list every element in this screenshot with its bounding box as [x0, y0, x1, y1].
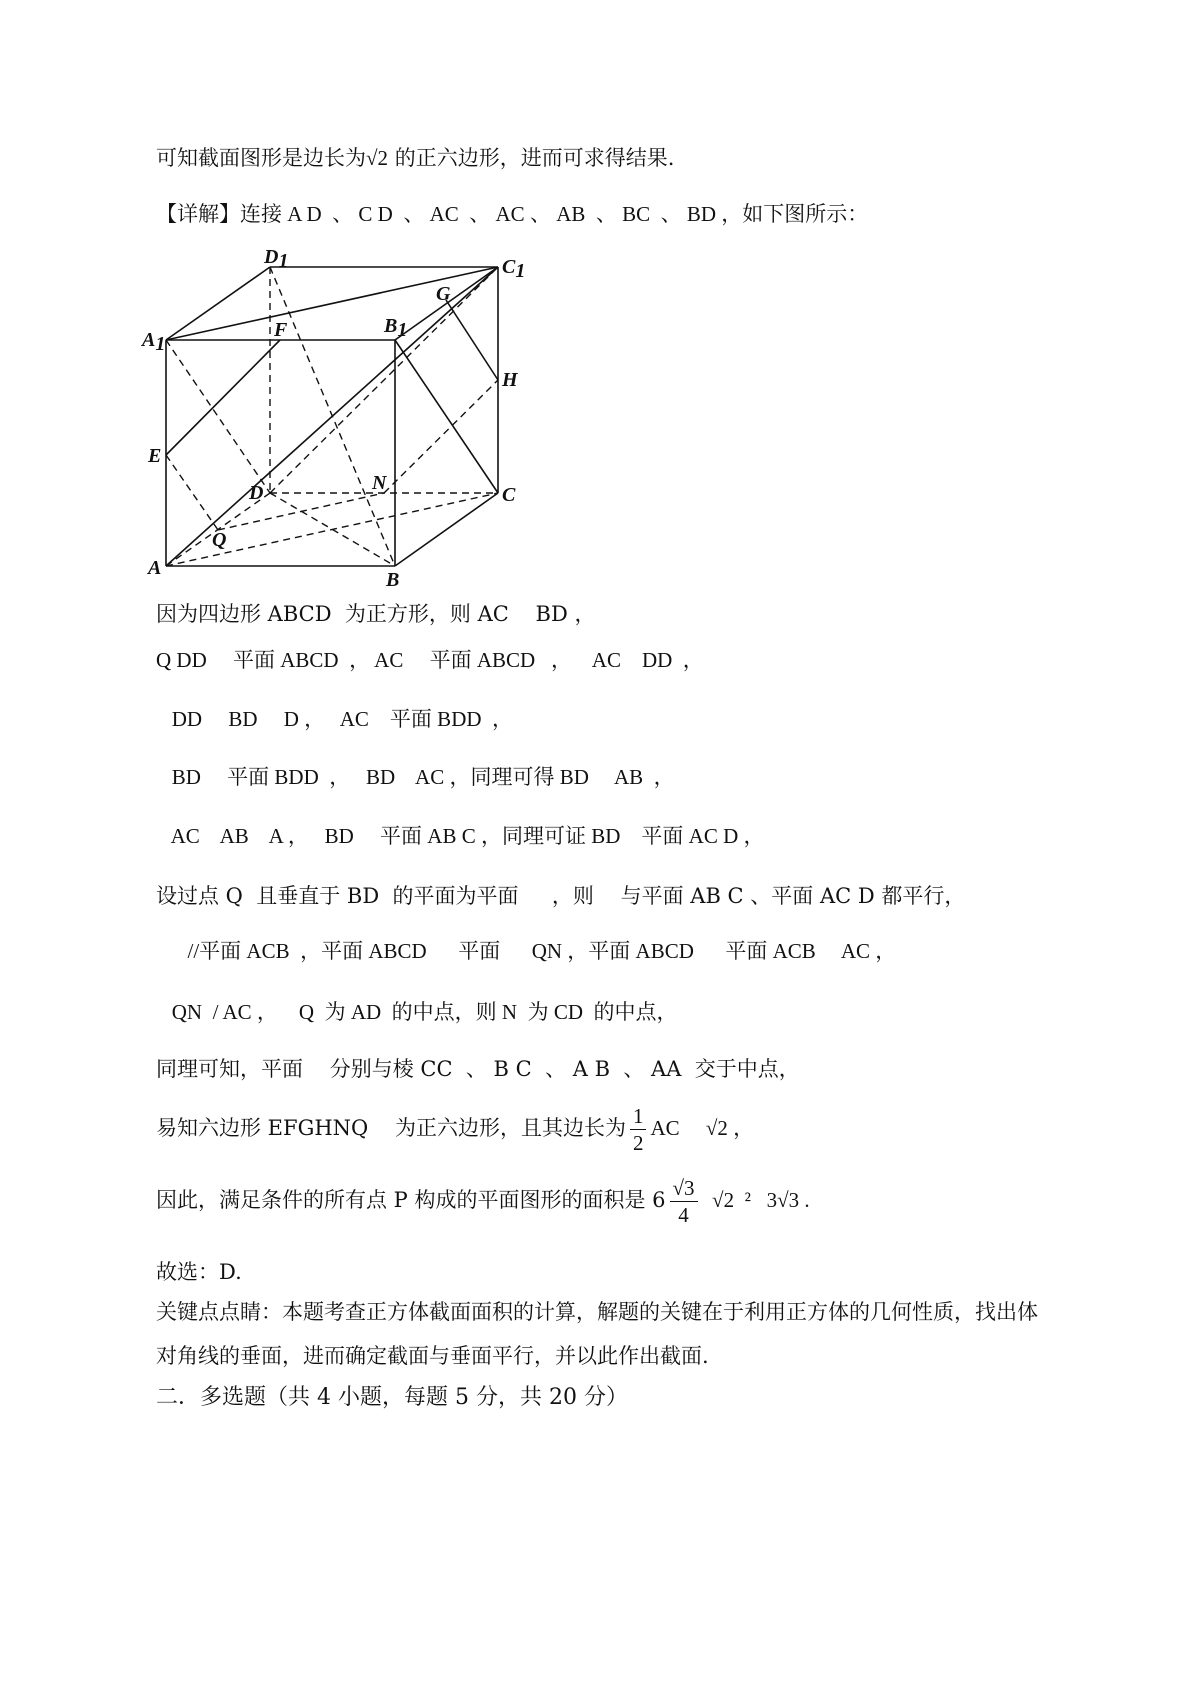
- text-line-6: BD 平面 BDD ， BD AC ，同理可得 BD AB ，: [156, 765, 675, 789]
- label-n: N: [372, 472, 387, 494]
- line-13-head: 因此，满足条件的所有点 P 构成的平面图形的面积是 6: [156, 1188, 666, 1212]
- line-13-tail: √2 ² 3√3 .: [701, 1188, 810, 1212]
- detail-heading: 【详解】连接: [156, 202, 282, 226]
- line-12-tail: AC √2 ，: [650, 1116, 755, 1140]
- label-c1: C1: [502, 256, 526, 282]
- seg-eq-hidden: [166, 455, 218, 530]
- diag-b1c: [395, 340, 498, 493]
- text-line-1: [156, 144, 674, 172]
- frac-numerator: 1: [630, 1103, 647, 1130]
- label-q: Q: [212, 529, 227, 551]
- text-line-11: 同理可知，平面 分别与棱 CC 、 B C 、 A B 、 AA 交于中点，: [156, 1057, 800, 1081]
- diag-bd-hidden: [270, 493, 395, 566]
- text-line-16: 对角线的垂面，进而确定截面与垂面平行，并以此作出截面.: [156, 1344, 709, 1368]
- text-line-7: AC AB A ， BD 平面 AB C ，同理可证 BD 平面 AC D ，: [156, 824, 765, 848]
- label-b1: B1: [384, 315, 408, 341]
- text-line-8: 设过点 Q 且垂直于 BD 的平面为平面 ，则 与平面 AB C 、平面 AC D 都平行，: [156, 884, 966, 908]
- fraction-sqrt3-over-4: [670, 1175, 698, 1228]
- label-a1: A1: [142, 329, 166, 355]
- section-heading: 二．多选题（共 4 小题，每题 5 分，共 20 分）: [156, 1385, 628, 1410]
- fraction-one-half: [630, 1103, 647, 1156]
- diag-a1d-hidden: [166, 340, 270, 493]
- line-12-head: 易知六边形 EFGHNQ 为正六边形，且其边长为: [156, 1116, 626, 1140]
- frac-denominator: 2: [632, 1131, 644, 1155]
- text-line-15: 关键点点睛：本题考查正方体截面面积的计算，解题的关键在于利用正方体的几何性质，找出体: [156, 1300, 1038, 1324]
- diag-d1b-hidden: [270, 267, 395, 566]
- seg-ef: [166, 340, 280, 455]
- frac-numerator: √3: [670, 1175, 698, 1202]
- text-line-9: //平面 ACB ，平面 ABCD 平面 QN ，平面 ABCD 平面 ACB AC ，: [156, 939, 897, 963]
- line-1-head: 可知截面图形是边长为: [156, 146, 366, 170]
- line-2-body: A D 、 C D 、 AC 、 AC 、 AB 、 BC 、 BD ，如下图所示：: [282, 202, 869, 226]
- text-line-12: [156, 1102, 754, 1156]
- text-line-5: DD BD D ， AC 平面 BDD ，: [156, 707, 514, 731]
- text-line-2: [156, 200, 868, 228]
- label-a: A: [148, 557, 162, 579]
- line-1-tail: 的正六边形，进而可求得结果.: [388, 146, 675, 170]
- text-line-3: 因为四边形 ABCD 为正方形，则 AC BD ，: [156, 602, 596, 626]
- edge-bc: [395, 493, 498, 566]
- cube-figure: [140, 238, 540, 598]
- seg-nh-hidden: [384, 380, 498, 493]
- label-c: C: [502, 484, 516, 506]
- label-e: E: [148, 445, 162, 467]
- frac-denominator: 4: [678, 1203, 689, 1227]
- text-line-10: QN / AC ， Q 为 AD 的中点，则 N 为 CD 的中点，: [156, 1000, 678, 1024]
- label-d: D: [249, 482, 264, 504]
- label-d1: D1: [264, 246, 289, 272]
- text-line-13: [156, 1172, 810, 1228]
- seg-qn-hidden: [218, 493, 384, 530]
- label-h: H: [502, 369, 518, 391]
- diag-dc1-hidden: [270, 267, 498, 493]
- text-line-4: Q DD 平面 ABCD ， AC 平面 ABCD ， AC DD ，: [156, 648, 704, 672]
- text-line-14: 故选：D.: [156, 1260, 242, 1284]
- label-b: B: [386, 569, 400, 591]
- seg-gh: [446, 300, 498, 380]
- label-f: F: [274, 319, 288, 341]
- sqrt-2: √2: [366, 146, 389, 170]
- label-g: G: [436, 283, 451, 305]
